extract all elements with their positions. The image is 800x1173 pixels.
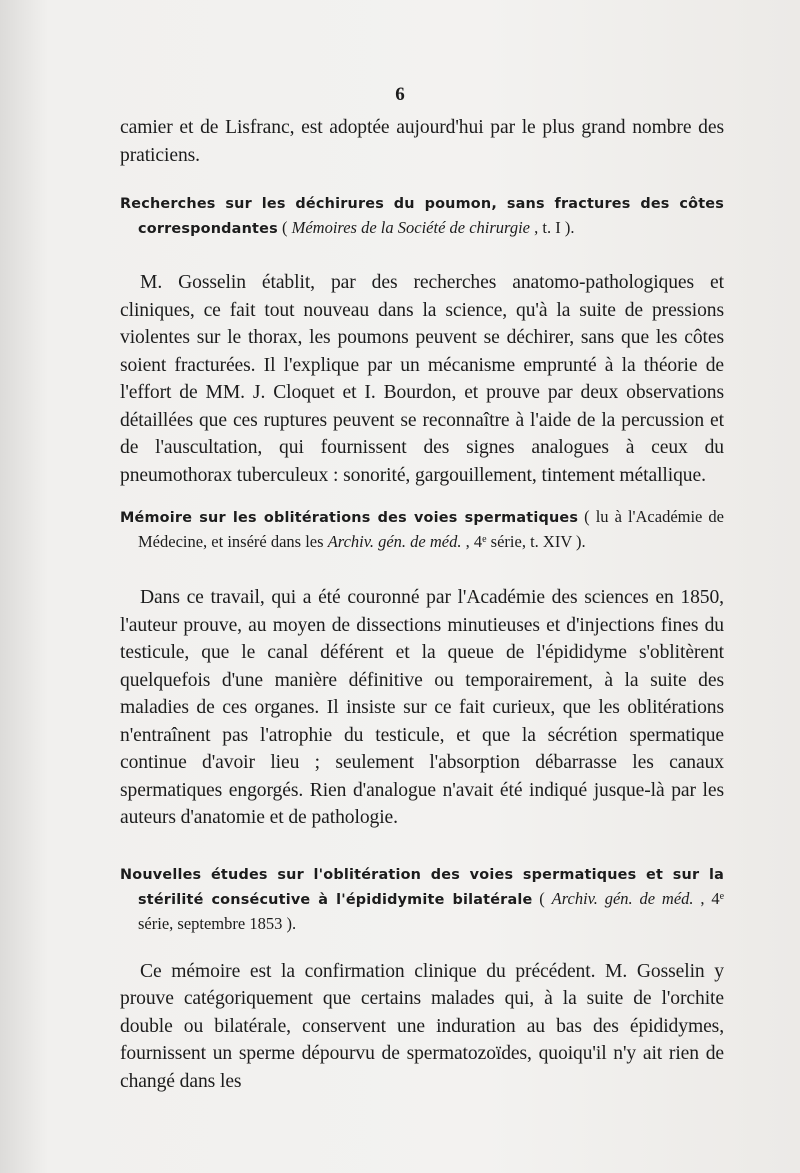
section-2-source-sup: e bbox=[482, 534, 487, 545]
section-1-source-close: , t. I ). bbox=[530, 218, 575, 237]
section-3-source-sup: e bbox=[719, 890, 725, 902]
section-2-body: Dans ce travail, qui a été couronné par l'Académie des sciences en 1850, l'auteur prouve, au moyen de dissections minutieuses et d'injections fines du testicule, que le canal déférent et la queue de l'épididyme s'oblitèrent quelquefois d'une manière définitive ou temporairement, à la suite des maladies de ces organes. Il insiste sur ce fait curieux, que les oblitérations n'entraînent pas l'atrophie du testicule, et que la sécrétion spermatique continue d'avoir lieu ; seulement l'absorption débarrasse les canaux spermatiques engorgés. Rien d'analogue n'avait été indiqué jusque-là par les auteurs d'anatomie et de pathologie. bbox=[120, 587, 724, 828]
section-3-body: Ce mémoire est la confirmation clinique du précédent. M. Gosselin y prouve catégoriquement que certains malades qui, à la suite de l'orchite double ou bilatérale, conservent une induration au bas des épididymes, fournissent un sperme dépourvu de spermatozoïdes, quoiqu'il n'y ait rien de changé dans les bbox=[120, 960, 724, 1092]
section-1-heading bbox=[120, 191, 724, 241]
section-2-title: Mémoire sur les oblitérations des voies spermatiques bbox=[120, 510, 579, 526]
section-3-heading bbox=[120, 862, 724, 936]
section-1-source-journal: Mémoires de la Société de chirurgie bbox=[291, 218, 531, 237]
section-2-source-a: ( lu à l'Académie de Médecine, et inséré dans les bbox=[138, 507, 724, 551]
section-1-body: M. Gosselin établit, par des recherches anatomo-pathologiques et cliniques, ce fait tout nouveau dans la science, qu'à la suite de pressions violentes sur le thorax, les poumons peuvent se déchirer, sans que les côtes soient fracturées. Il l'explique par un mécanisme emprunté à la théorie de l'effort de MM. J. Cloquet et I. Bourdon, et prouve par deux observations détaillées que ces ruptures peuvent se reconnaître à l'aide de la percussion et de l'auscultation, qui fournissent des signes analogues à ceux du pneumothorax tuberculeux : sonorité, gargouillement, tintement métallique. bbox=[120, 272, 724, 486]
section-1-title: Recherches sur les déchirures du poumon, sans fractures des côtes correspondantes bbox=[120, 196, 724, 237]
section-2-heading bbox=[120, 505, 724, 554]
page-content bbox=[120, 114, 724, 1095]
section-3-source-journal: Archiv. gén. de méd. bbox=[551, 888, 694, 908]
section-2-source-b: , 4 bbox=[461, 532, 483, 551]
page-number: 6 bbox=[395, 84, 405, 105]
section-2-source-journal: Archiv. gén. de méd. bbox=[327, 532, 462, 551]
section-3-source-c: série, septembre 1853 ). bbox=[138, 913, 297, 933]
section-1-source-open: ( bbox=[277, 218, 292, 237]
section-3-source-open: ( bbox=[532, 888, 552, 908]
section-3-source-b: , 4 bbox=[693, 888, 720, 908]
section-3-title: Nouvelles études sur l'oblitération des voies spermatiques et sur la stérilité consécutive à l'épididymite bilatérale bbox=[120, 866, 724, 908]
intro-paragraph: camier et de Lisfranc, est adoptée aujourd'hui par le plus grand nombre des praticiens. bbox=[120, 117, 724, 166]
section-2-source-c: série, t. XIV ). bbox=[486, 532, 586, 551]
